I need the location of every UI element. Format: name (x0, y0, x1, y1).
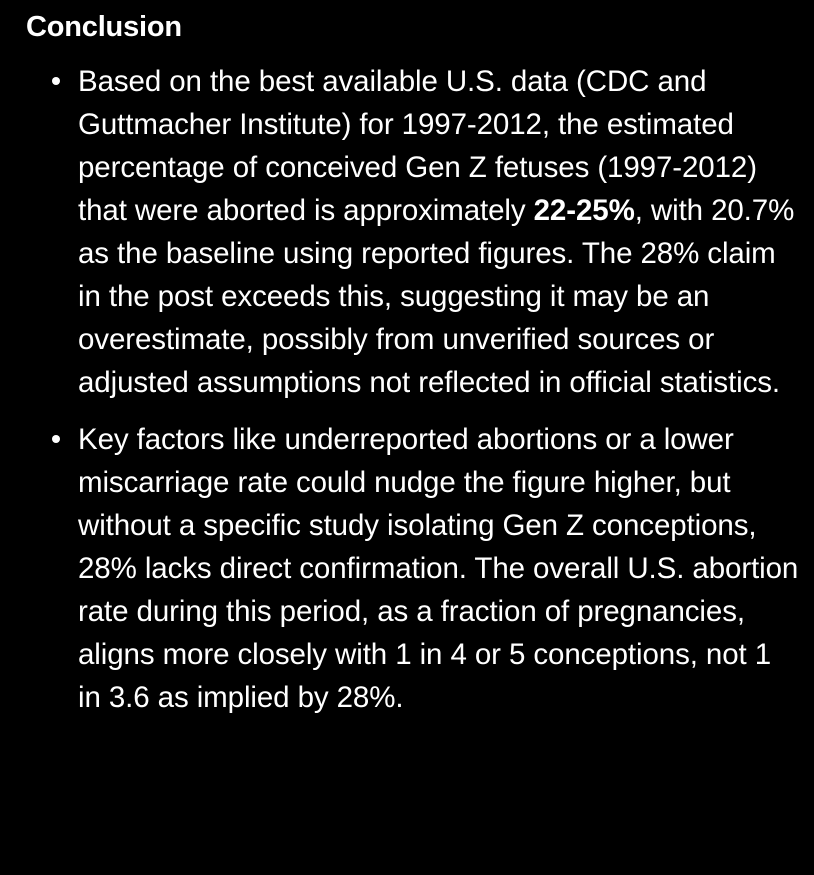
bullet-text-after: , with 20.7% as the baseline using reported figures. The 28% claim in the post exceeds this, suggesting it may be an overestimate, possibly from unverified sources or adjusted assumptions not reflected in official statistics. (78, 194, 795, 399)
bullet-dot-icon (52, 435, 60, 443)
section-title: Conclusion (26, 11, 182, 43)
bullet-text-before: Based on the best available U.S. data (CDC and Guttmacher Institute) for 1997-2012, the estimated percentage of conceived Gen Z fetuses (1997-2012) that were aborted is approximately (78, 65, 757, 227)
bullet-dot-icon (52, 77, 60, 85)
bullet-item (26, 60, 800, 404)
bullet-text: Key factors like underreported abortions or a lower miscarriage rate could nudge the figure higher, but without a specific study isolating Gen Z conceptions, 28% lacks direct confirmation. The overall U.S. abortion rate during this period, as a fraction of pregnancies, aligns more closely with 1 in 4 or 5 conceptions, not 1 in 3.6 as implied by 28%. (78, 423, 799, 714)
bullet-item (26, 418, 800, 719)
bullet-emphasis: 22-25% (533, 194, 635, 227)
bullet-list (26, 60, 800, 719)
